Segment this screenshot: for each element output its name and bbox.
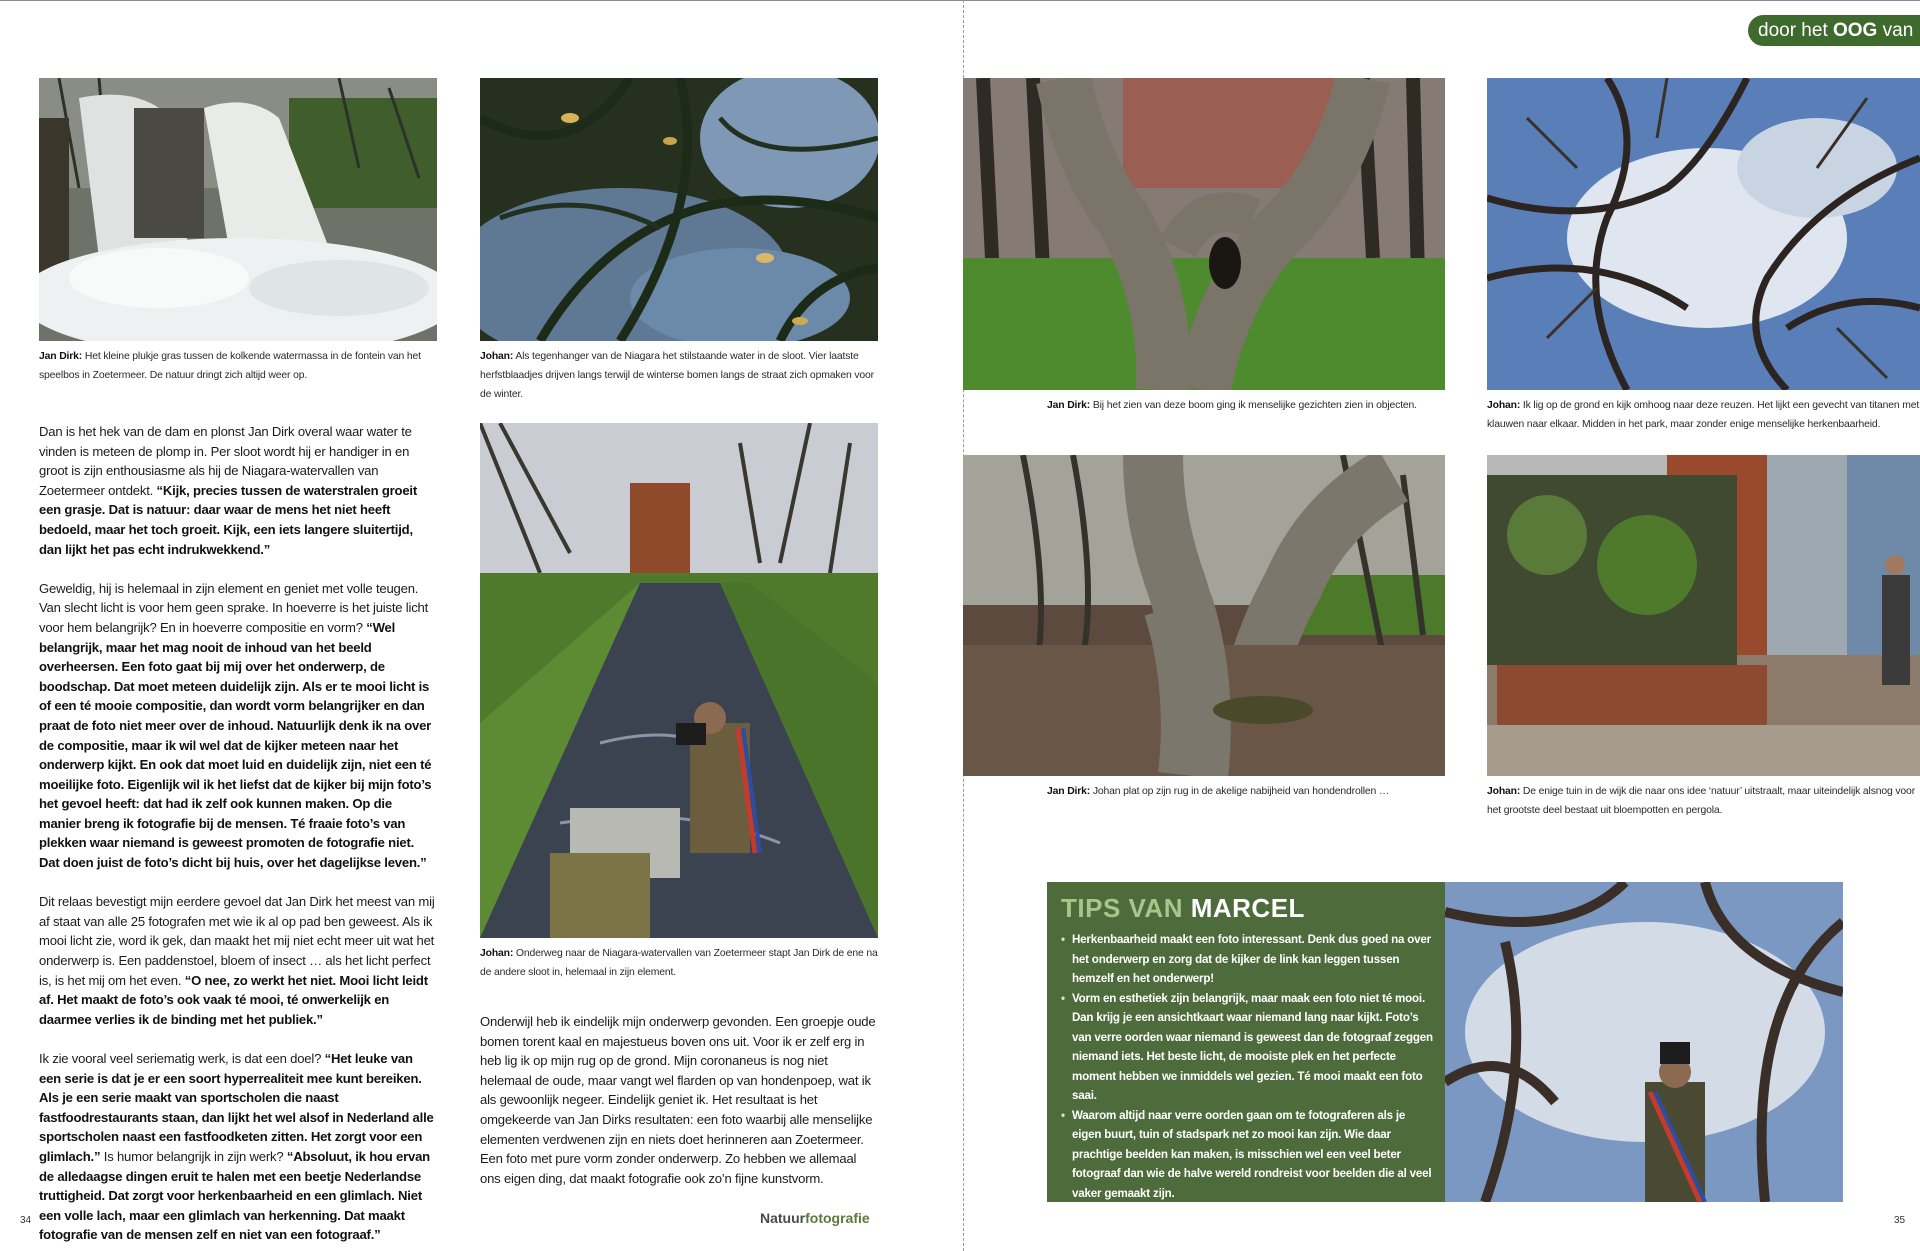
caption-author: Jan Dirk: [1047, 400, 1091, 411]
photo-lying [963, 455, 1445, 776]
top-rule [0, 0, 1920, 1]
paragraph-3 [39, 892, 437, 1029]
tip-item: • Herkenbaarheid maakt een foto interessant. Denk dus goed na over het onderwerp en zorg dat de kijker de link kan leggen tussen hemzelf en het onderwerp! [1061, 930, 1435, 989]
magazine-brand [760, 1210, 870, 1226]
photo-sky-trees [1487, 78, 1920, 390]
caption-text: Johan plat op zijn rug in de akelige nabijheid van hondendrollen … [1090, 786, 1390, 797]
page-number-right: 35 [1894, 1215, 1906, 1226]
caption-author: Johan: [1487, 400, 1521, 411]
caption-text: Ik lig op de grond en kijk omhoog naar deze reuzen. Het lijkt een gevecht van titanen met klauwen naar elkaar. Midden in het park, maar zonder enige menselijke herkenbaarheid. [1487, 400, 1920, 430]
caption-sky-trees [1487, 396, 1920, 434]
photo-ditch [480, 423, 878, 938]
caption-text: Onderweg naar de Niagara-watervallen van Zoetermeer stapt Jan Dirk de ene na de andere sloot in, helemaal in zijn element. [480, 948, 878, 978]
p4-plain-1: Ik zie vooral veel seriematig werk, is dat een doel? [39, 1051, 325, 1066]
p4-quote-2: “Absoluut, ik hou ervan de alledaagse dingen eruit te halen met een beetje Nederlandse truttigheid. Dat zorgt voor herkenbaarheid en een glimlach. Niet een volle lach, maar een glimlach van herkenning. Dat maakt fotografie van de mensen zelf en niet van een fotograaf.” [39, 1148, 430, 1243]
caption-garden [1487, 782, 1920, 820]
section-tab [1748, 15, 1920, 46]
tips-box [1047, 882, 1445, 1202]
tab-bold: OOG [1833, 20, 1878, 41]
tab-prefix: door het [1758, 20, 1833, 41]
article-column-1 [39, 422, 437, 1251]
caption-waterfall [39, 347, 439, 385]
photo-waterfall [39, 78, 437, 341]
photo-marcel [1445, 882, 1843, 1202]
caption-text: Het kleine plukje gras tussen de kolkende watermassa in de fontein van het speelbos in Zoetermeer. De natuur dringt zich altijd weer op. [39, 351, 421, 381]
caption-author: Jan Dirk: [1047, 786, 1091, 797]
p1-plain: Dan is het hek van de dam en plonst Jan Dirk overal waar water te vinden is meteen de plomp in. Per sloot wordt hij er handiger in en groot is zijn enthousiasme als hij de Niagara-watervallen van Zoetermeer ontdekt. [39, 424, 412, 498]
paragraph-1 [39, 422, 437, 559]
p2-plain: Geweldig, hij is helemaal in zijn element en geniet met volle teugen. Van slecht licht is voor hem geen sprake. In hoeverre is het juiste licht voor hem belangrijk? En in hoeverre compositie en vorm? [39, 580, 429, 635]
caption-tree-face [1047, 396, 1447, 415]
paragraph-4 [39, 1049, 437, 1245]
caption-text: De enige tuin in de wijk die naar ons idee ‘natuur’ uitstraalt, maar uiteindelijk alsnog voor het grootste deel bestaat uit bloempotten en pergola. [1487, 786, 1916, 816]
p3-plain: Dit relaas bevestigt mijn eerdere gevoel dat Jan Dirk het meest van mij af staat van alle 25 fotografen met wie ik al op pad ben geweest. Als ik mooi licht zie, word ik gek, dan maakt het mij niet echt meer uit wat het onderwerp is. Een paddenstoel, bloem of insect … als het licht perfect is, is het mij om het even. [39, 894, 435, 988]
tips-list [1061, 930, 1435, 1203]
p4-quote-1: “Het leuke van een serie is dat je er een soort hyperrealiteit mee kunt bereiken. Als je een serie maakt van sportscholen die naast fastfoodrestaurants staan, dan lijkt het wel alsof in Nederland alle sportscholen naast een fastfoodketen zitten. Het zorgt voor een glimlach.” [39, 1051, 434, 1164]
tip-item: • Waarom altijd naar verre oorden gaan om te fotograferen als je eigen buurt, tuin of stadspark net zo mooi kan zijn. Wie daar prachtige beelden kan maken, is misschien wel een veel beter fotograaf dan wie de halve wereld rondreist voor beelden die al veel vaker gemaakt zijn. [1061, 1106, 1435, 1204]
brand-part-2: fotografie [805, 1210, 870, 1226]
article-column-2 [480, 1012, 878, 1208]
p1-quote: “Kijk, precies tussen de waterstralen groeit een grasje. Dat is natuur: daar waar de mens het niet heeft bedoeld, maar het toch groeit. Kijk, een iets langere sluitertijd, dan lijkt het pas echt indrukwekkend.” [39, 482, 417, 557]
tips-title-bold: MARCEL [1190, 893, 1305, 923]
brand-part-1: Natuur [760, 1210, 806, 1226]
caption-text: Als tegenhanger van de Niagara het stilstaande water in de sloot. Vier laatste herfstblaadjes drijven langs terwijl de winterse bomen langs de straat zich opmaken voor de winter. [480, 351, 874, 400]
caption-author: Johan: [1487, 786, 1521, 797]
p4-plain-2: Is humor belangrijk in zijn werk? [100, 1148, 287, 1164]
p3-quote: “O nee, zo werkt het niet. Mooi licht leidt af. Het maakt de foto’s ook vaak té mooi, té onwerkelijk en daarmee verlies ik de binding met het publiek.” [39, 972, 428, 1027]
tip-item: • Vorm en esthetiek zijn belangrijk, maar maak een foto niet té mooi. Dan krijg je een ansichtkaart waar niemand lang naar kijkt. Foto’s van verre oorden waar niemand is geweest dan de fotograaf zeggen niemand iets. Het beste licht, de mooiste plek en het perfecte moment hebben we inmiddels wel gezien. Té mooi maakt een foto saai. [1061, 989, 1435, 1106]
caption-reflection [480, 347, 880, 404]
photo-garden [1487, 455, 1920, 776]
tips-title-light: TIPS VAN [1061, 893, 1191, 923]
caption-lying [1047, 782, 1447, 801]
tips-title [1061, 892, 1435, 924]
caption-ditch [480, 944, 880, 982]
p2-quote: “Wel belangrijk, maar het mag nooit de inhoud van het beeld overheersen. Een foto gaat bij mij over het onderwerp, de boodschap. Dat moet meteen duidelijk zijn. Als er te mooi licht is of een té mooie compositie, dan wordt vorm belangrijker en dan praat de foto niet meer over de inhoud. Natuurlijk denk ik na over de compositie, maar ik wil wel dat de kijker meteen naar het onderwerp kijkt. En ook dat moet luid en duidelijk zijn, niet een té moeilijke foto. Eigenlijk wil ik het liefst dat de kijker bij mijn foto’s het gevoel heeft: dat had ik zelf ook kunnen maken. Op die manier breng ik fotografie bij de mensen. Té fraaie foto’s van plekken waar niemand is geweest promoten de fotografie niet. Dat doen juist de foto’s dicht bij huis, over het dagelijkse leven.” [39, 619, 432, 871]
paragraph-2 [39, 579, 437, 873]
caption-text: Bij het zien van deze boom ging ik menselijke gezichten zien in objecten. [1090, 400, 1417, 411]
caption-author: Johan: [480, 351, 514, 362]
page-number-left: 34 [20, 1215, 32, 1226]
photo-reflection [480, 78, 878, 341]
photo-tree-face [963, 78, 1445, 390]
caption-author: Johan: [480, 948, 514, 959]
paragraph-col2: Onderwijl heb ik eindelijk mijn onderwerp gevonden. Een groepje oude bomen torent kaal en majestueus boven ons uit. Voor ik er zelf erg in heb lig ik op mijn rug op de grond. Mijn coronaneus is nog niet helemaal de oude, maar vangt wel flarden op van hondenpoep, wat ik als gewoonlijk negeer. Eindelijk geniet ik. Het resultaat is het omgekeerde van Jan Dirks resultaten: een foto waarbij alle menselijke elementen verdwenen zijn en niets doet herinneren aan Zoetermeer. Een foto met pure vorm zonder onderwerp. Zo hebben we allemaal ons eigen ding, dat maakt fotografie ook zo’n fijne kunstvorm. [480, 1014, 876, 1186]
tab-suffix: van [1877, 20, 1914, 41]
caption-author: Jan Dirk: [39, 351, 83, 362]
